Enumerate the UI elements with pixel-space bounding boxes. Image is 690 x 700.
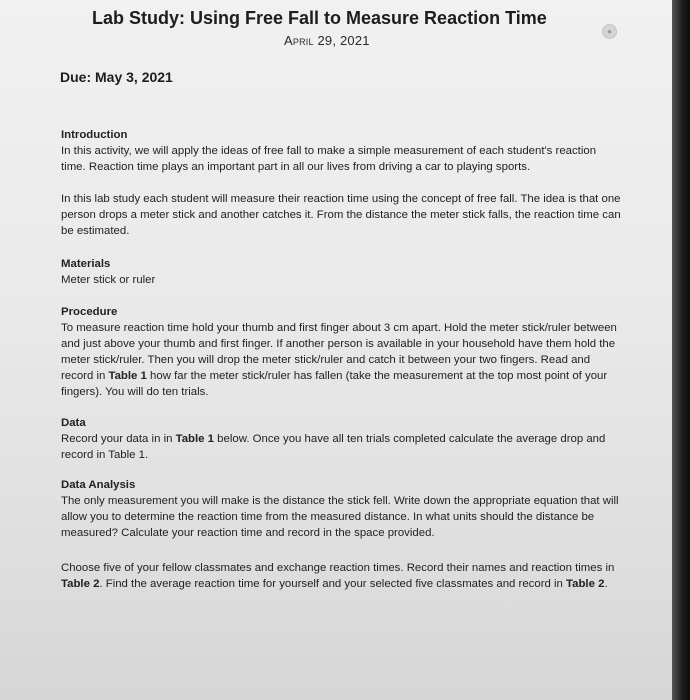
procedure-section [61, 304, 621, 400]
materials-section [61, 256, 621, 288]
data-analysis-p2-part-3: . [604, 578, 608, 590]
data-analysis-paragraph-2 [61, 560, 621, 592]
data-text-part-2: below. Once you have all ten trials completed calculate the average drop and record in Table 1. [61, 433, 606, 461]
introduction-paragraph-1: In this activity, we will apply the ideas of free fall to make a simple measurement of each student's reaction time. Reaction time plays an important part in all our lives from driving a car to playing sports. [61, 145, 597, 173]
procedure-text-part-1: To measure reaction time hold your thumb and first finger about 3 cm apart. Hold the meter stick/ruler between and just above your thumb and first finger. If another person is available in your household have them hold the meter stick/ruler. Then you will drop the meter stick/ruler and catch it between your two fingers. Read and record in [61, 322, 617, 382]
introduction-paragraph-2-block [61, 191, 621, 239]
procedure-text [61, 320, 621, 400]
data-analysis-heading: Data Analysis [61, 479, 136, 491]
procedure-text-part-2: how far the meter stick/ruler has fallen (take the measurement at the top most point of your fingers). You will do ten trials. [61, 370, 608, 398]
materials-text: Meter stick or ruler [61, 274, 156, 286]
data-analysis-table-ref-2: Table 2 [566, 578, 605, 590]
materials-heading: Materials [61, 258, 111, 270]
data-text [61, 431, 621, 463]
data-analysis-section [61, 477, 621, 541]
page-edge-shadow [672, 0, 690, 700]
introduction-heading: Introduction [61, 129, 128, 141]
data-heading: Data [61, 417, 86, 429]
introduction-paragraph-2: In this lab study each student will measure their reaction time using the concept of free fall. The idea is that one person drops a meter stick and another catches it. From the distance the meter stick falls, the reaction time can be estimated. [61, 193, 621, 237]
data-table-ref: Table 1 [175, 433, 215, 445]
data-analysis-paragraph-1: The only measurement you will make is the distance the stick fell. Write down the appropriate equation that will allow you to determine the reaction time from the measured distance. In what units should the distance be measured? Calculate your reaction time and record in the space provided. [61, 495, 619, 539]
data-analysis-p2-part-2: . Find the average reaction time for yourself and your selected five classmates and record in [99, 578, 567, 590]
procedure-heading: Procedure [61, 306, 118, 318]
document-title: Lab Study: Using Free Fall to Measure Reaction Time [92, 8, 547, 28]
data-text-part-1: Record your data in in [61, 433, 176, 445]
procedure-table-ref: Table 1 [108, 370, 147, 382]
data-analysis-table-ref-1: Table 2 [61, 578, 100, 590]
due-date: Due: May 3, 2021 [60, 69, 173, 85]
data-analysis-p2-part-1: Choose five of your fellow classmates and exchange reaction times. Record their names and reaction times in [61, 562, 615, 574]
data-section [61, 415, 621, 463]
scroll-indicator-icon[interactable]: ● [602, 24, 617, 39]
introduction-section [61, 127, 621, 175]
document-date: April 29, 2021 [284, 33, 370, 48]
data-analysis-paragraph-2-block [61, 560, 621, 592]
